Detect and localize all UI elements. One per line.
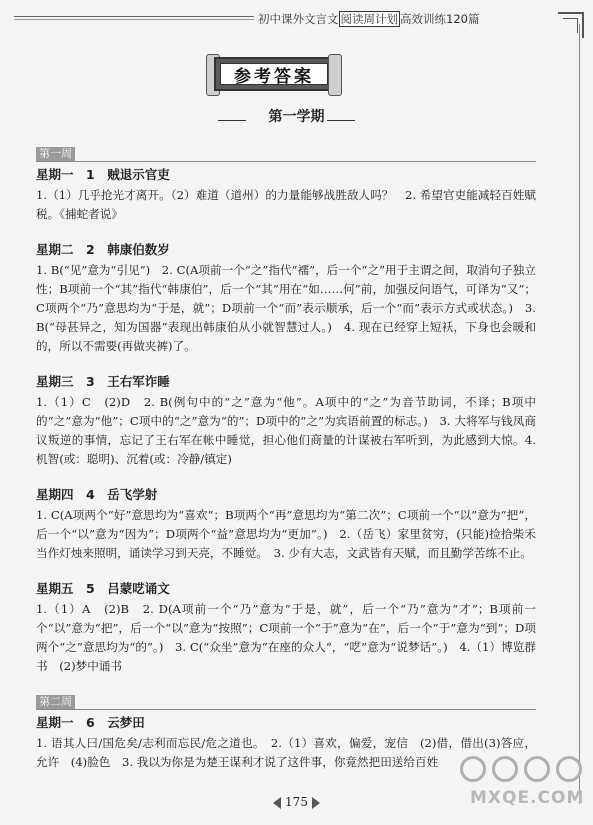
header-highlight: 阅读周计划 bbox=[340, 12, 398, 26]
watermark-logo bbox=[456, 748, 584, 818]
semester-title: 第一学期 bbox=[268, 109, 325, 125]
week-rule bbox=[36, 161, 536, 162]
watermark-text: MXQE.COM bbox=[470, 788, 585, 808]
header-pre: 初中课外文言文 bbox=[258, 12, 339, 26]
lesson-answer: 1. 语其人曰/国危矣/志利而忘民/危之道也。 2.（1）喜欢，偏爱，宠信 (2)借，借出(3)答应，允许 (4)脸色 3. 我以为你是为楚王谋利才说了这件事，你竟然把田送给百姓 bbox=[36, 736, 536, 769]
banner-inner bbox=[220, 63, 328, 85]
header-post: 高效训练120篇 bbox=[400, 12, 480, 26]
corner-ornament bbox=[563, 18, 578, 33]
lesson-answer: 1. C(A项两个“好”意思均为“喜欢”；B项两个“再”意思均为“第二次”；C项前一个“以”意为“把”，后一个“以”意为“因为”；D项两个“益”意思均为“更加”。) 2.（岳飞）家里贫穷，(只能)捡拾柴禾当作灯烛来照明，诵读学习到天亮，不睡觉。 3. 少有大志，文武皆有天赋，而且勤学苦练不止。 bbox=[36, 508, 536, 560]
scroll-right-ornament bbox=[328, 54, 342, 96]
watermark-circle bbox=[556, 756, 582, 782]
book-header bbox=[258, 11, 479, 27]
semester-rule-right bbox=[327, 120, 355, 121]
lesson-title: 星期二 2 韩康伯数岁 bbox=[36, 242, 170, 257]
lesson-answer: 1.（1）几乎抢光才离开。（2）难道（道州）的力量能够战胜敌人吗？ 2. 希望官吏能减轻百姓赋税。《捕蛇者说》 bbox=[36, 188, 536, 221]
lesson-title: 星期一 1 贼退示官吏 bbox=[36, 167, 170, 182]
lesson-answer: 1. B(“见”意为“引见”) 2. C(A项前一个“之”指代“襦”，后一个“之”用于主谓之间，取消句子独立性；B项前一个“其”指代“韩康伯”，后一个“其”用在“如……何”前，加强反问语气，可译为“又”；C项两个“乃”意思均为“于是，就”；D项前一个“而”表示顺承，后一个“而”表示方式或状态。) 3. B(“母甚异之，知为国器”表现出韩康伯从小就智慧过人。) 4. 现在已经穿上短袄，下身也会暖和的，所以不需要(再做夹裤)了。 bbox=[36, 263, 536, 353]
right-arrow-icon bbox=[312, 797, 320, 809]
week-rule bbox=[36, 709, 536, 710]
week-label: 第二周 bbox=[36, 695, 75, 709]
page-number-text: 175 bbox=[285, 795, 308, 809]
watermark-circle bbox=[492, 756, 518, 782]
lesson-title: 星期五 5 吕蒙呓诵文 bbox=[36, 581, 170, 596]
lesson-title: 星期一 6 云梦田 bbox=[36, 715, 145, 730]
frame-rule bbox=[579, 24, 580, 804]
lesson-answer: 1.（1）A (2)B 2. D(A项前一个“乃”意为“于是，就”，后一个“乃”意为“才”；B项前一个“以”意为“把”，后一个“以”意为“按照”；C项前一个“于”意为“在”，后一个“于”意为“到”；D项两个“之”意思均为“的”。) 3. C(“众坐”意为“在座的众人”，“呓”意为“说梦话”。) 4.（1）博览群书 (2)梦中诵书 bbox=[36, 602, 536, 673]
frame-rule bbox=[14, 16, 254, 17]
watermark-circle bbox=[524, 756, 550, 782]
watermark-circle bbox=[460, 756, 486, 782]
lesson-title: 星期四 4 岳飞学射 bbox=[36, 487, 158, 502]
week-section bbox=[36, 142, 536, 690]
banner-title: 参考答案 bbox=[234, 67, 314, 87]
lesson-title: 星期三 3 王右军诈睡 bbox=[36, 374, 170, 389]
lesson-answer: 1.（1）C (2)D 2. B(例句中的“之”意为“他”。A项中的“之”为音节助词，不译；B项中的“之”意为“他”；C项中的“之”意为“的”；D项中的“之”为宾语前置的标志。) 3. 大将军与钱凤商议叛逆的事情，忘记了王右军在帐中睡觉，担心他们商量的计谋被右军听到，为此感到大惊。4. 机智(或：聪明)、沉着(或：冷静/镇定) bbox=[36, 395, 536, 466]
frame-rule bbox=[14, 19, 254, 20]
answer-content bbox=[36, 142, 536, 772]
answer-banner bbox=[214, 57, 334, 91]
banner-frame bbox=[214, 57, 334, 91]
left-arrow-icon bbox=[273, 797, 281, 809]
week-label: 第一周 bbox=[36, 147, 75, 161]
